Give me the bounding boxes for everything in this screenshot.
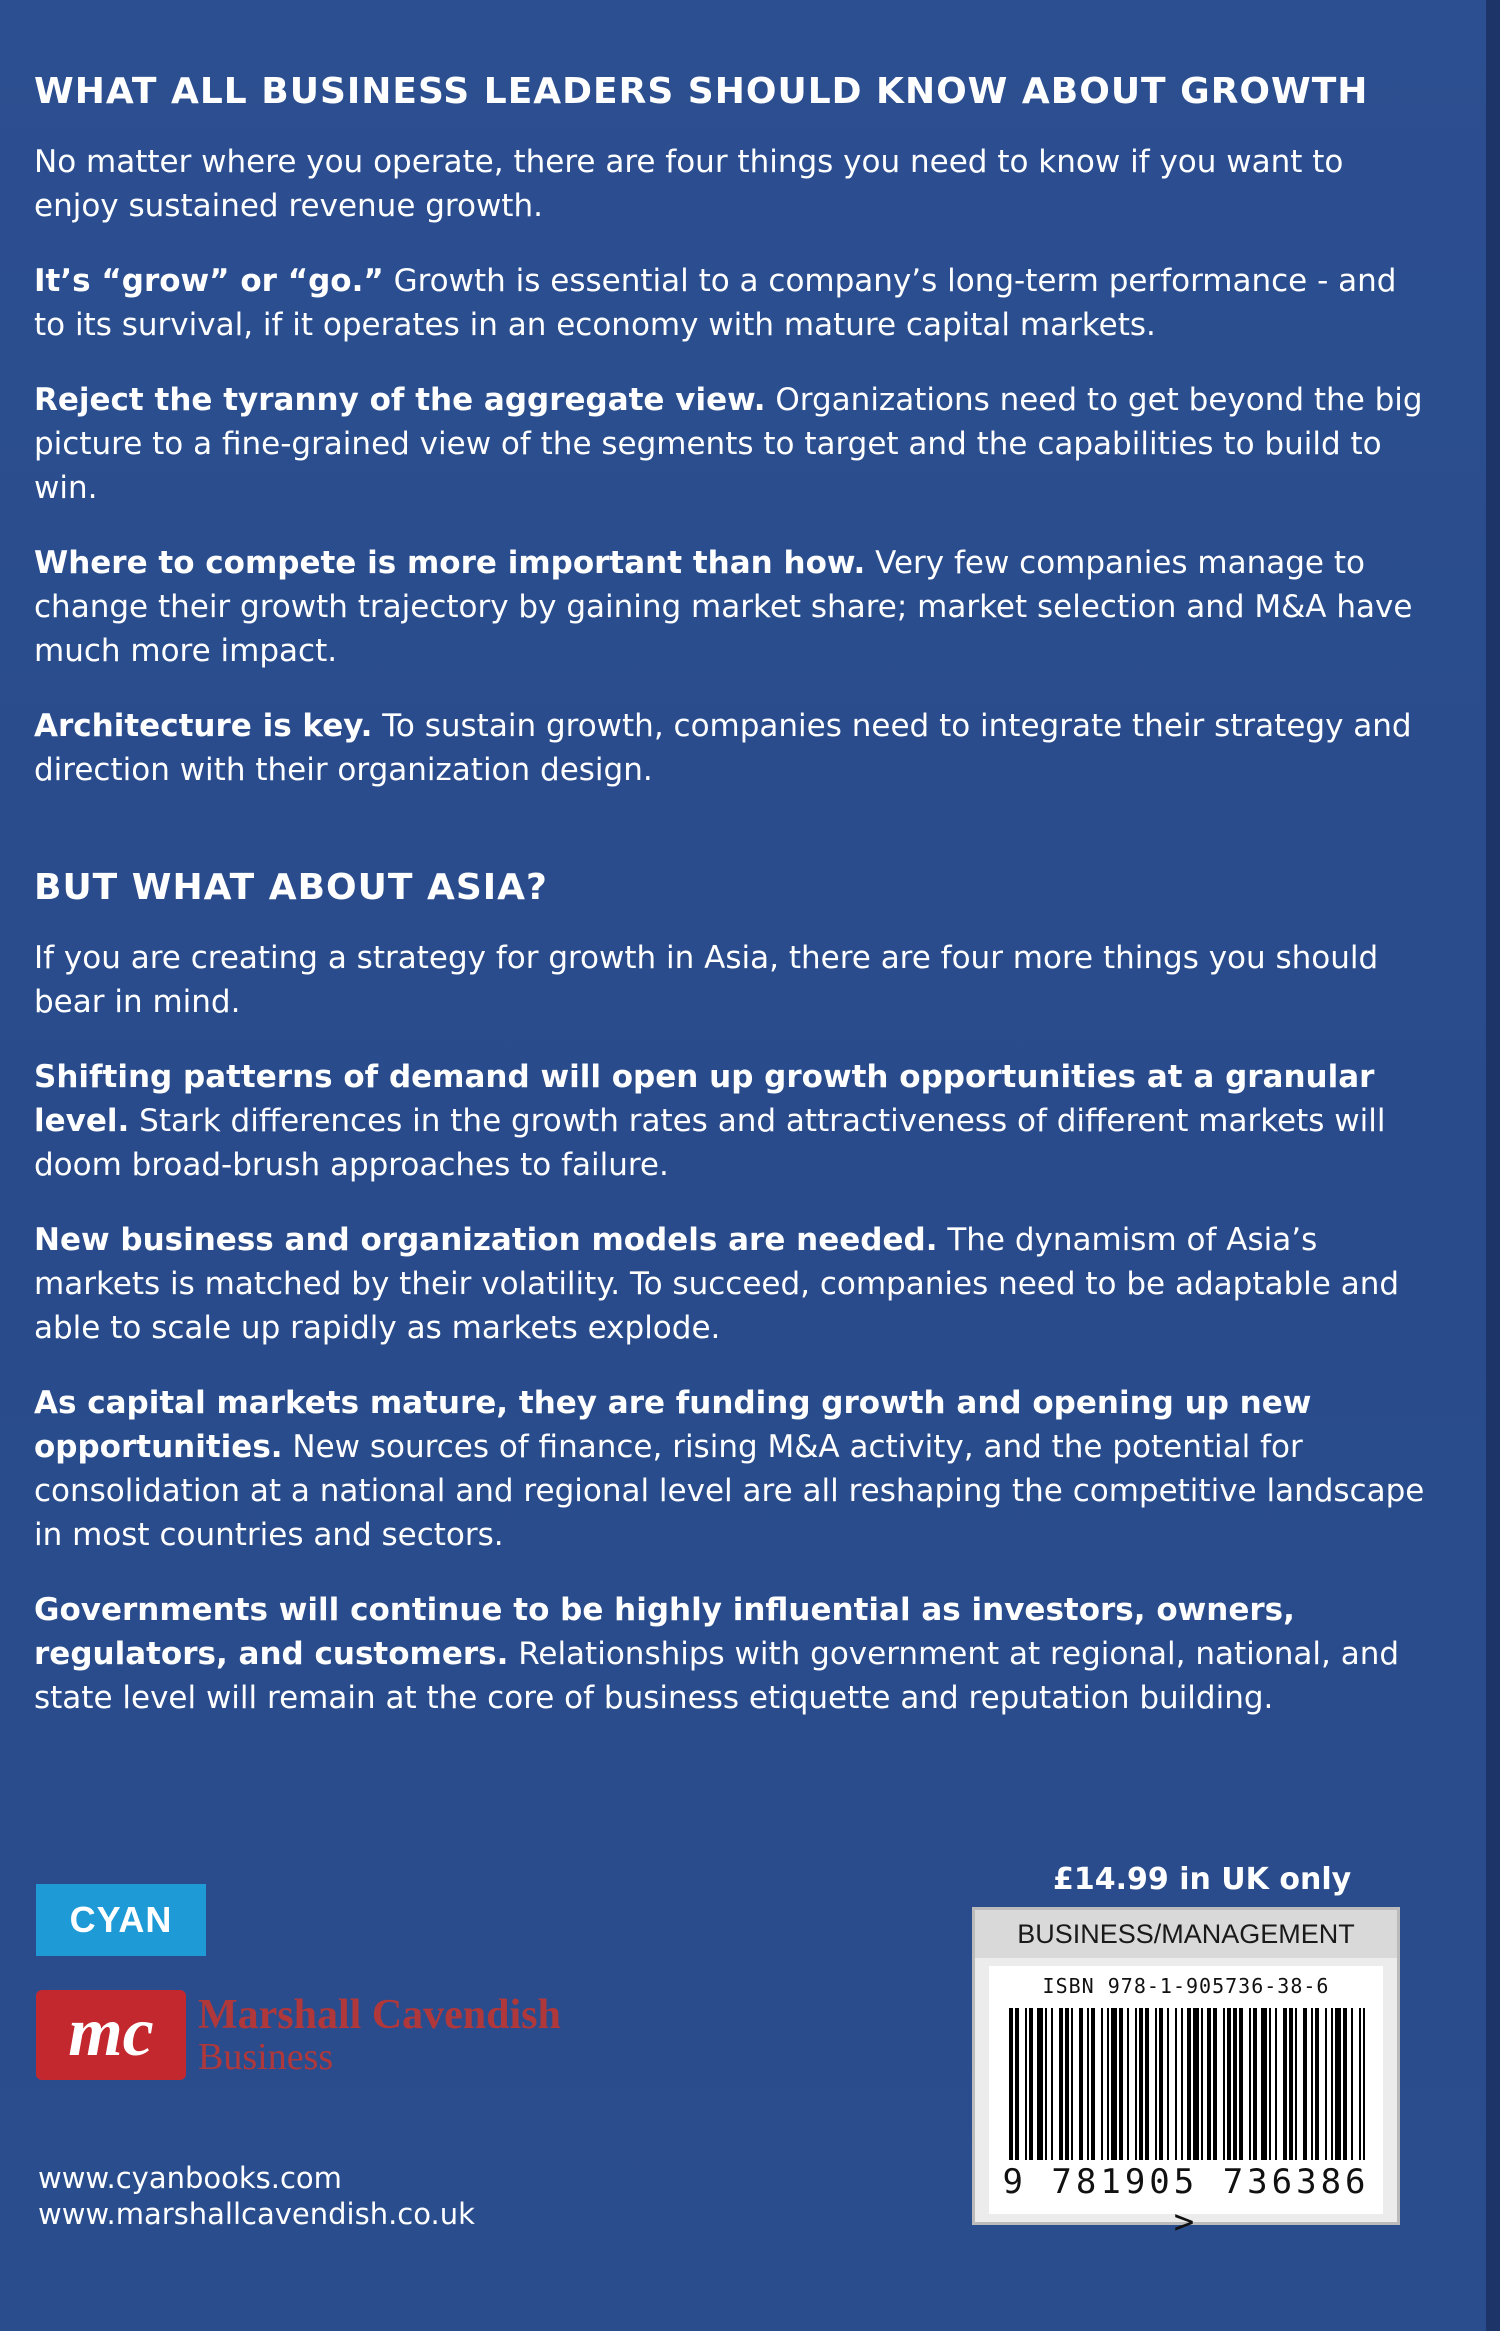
isbn-text: ISBN 978-1-905736-38-6 xyxy=(1042,1974,1330,1998)
point-text: New sources of finance, rising M&A activity, and the potential for consolidation at a national and regional level are all reshaping the competitive landscape in most countries and sectors. xyxy=(34,1429,1425,1553)
section2-point xyxy=(34,1588,1434,1720)
section1-intro: No matter where you operate, there are four things you need to know if you want to enjoy sustained revenue growth. xyxy=(34,144,1344,224)
point-title: Governments will continue to be highly influential as investors, owners, regulators, and customers. xyxy=(34,1592,1295,1672)
point-text: Stark differences in the growth rates and attractiveness of different markets will doom broad-brush approaches to failure. xyxy=(34,1103,1386,1183)
url-marshallcavendish: www.marshallcavendish.co.uk xyxy=(38,2197,475,2231)
mc-sub: Business xyxy=(198,2036,334,2078)
point-title: Shifting patterns of demand will open up growth opportunities at a granular level. xyxy=(34,1059,1375,1139)
section1-heading: WHAT ALL BUSINESS LEADERS SHOULD KNOW ABOUT GROWTH xyxy=(34,71,1369,112)
section2-heading: BUT WHAT ABOUT ASIA? xyxy=(34,867,548,908)
url-cyanbooks: www.cyanbooks.com xyxy=(38,2161,342,2195)
point-text: Relationships with government at regional, national, and state level will remain at the core of business etiquette and reputation building. xyxy=(34,1636,1400,1716)
point-title: Architecture is key. xyxy=(34,708,373,744)
point-text: To sustain growth, companies need to integrate their strategy and direction with their organization design. xyxy=(34,708,1412,788)
cyan-logo: CYAN xyxy=(36,1884,206,1956)
section1-point xyxy=(34,378,1434,510)
barcode-panel xyxy=(989,1966,1383,2242)
barcode-label xyxy=(972,1907,1400,2242)
section2-intro: If you are creating a strategy for growth in Asia, there are four more things you should bear in mind. xyxy=(34,940,1379,1020)
mc-name: Marshall Cavendish xyxy=(198,1992,561,2038)
section1-point xyxy=(34,541,1434,673)
point-title: Where to compete is more important than how. xyxy=(34,545,866,581)
blurb-content xyxy=(34,70,1434,1751)
barcode-bars-icon xyxy=(1009,2008,1365,2160)
point-text: The dynamism of Asia’s markets is matched by their volatility. To succeed, companies need to be adaptable and able to scale up rapidly as markets explode. xyxy=(34,1222,1400,1346)
section1-point xyxy=(34,259,1434,347)
point-title: New business and organization models are needed. xyxy=(34,1222,938,1258)
section2-point xyxy=(34,1055,1434,1187)
section1-point xyxy=(34,704,1434,792)
point-text: Growth is essential to a company’s long-term performance - and to its survival, if it operates in an economy with mature capital markets. xyxy=(34,263,1397,343)
category-label: BUSINESS/MANAGEMENT xyxy=(975,1910,1397,1958)
mc-badge-icon: mc xyxy=(36,1990,186,2080)
point-title: Reject the tyranny of the aggregate view. xyxy=(34,382,766,418)
point-text: Very few companies manage to change their growth trajectory by gaining market share; market selection and M&A have much more impact. xyxy=(34,545,1413,669)
section2-point xyxy=(34,1381,1434,1557)
price-label: £14.99 in UK only xyxy=(1053,1862,1352,1897)
barcode-digits: 9 781905 736386 > xyxy=(1002,2162,1370,2242)
section2-point xyxy=(34,1218,1434,1350)
marshall-cavendish-logo xyxy=(36,1990,586,2080)
cover-edge xyxy=(1486,0,1500,2331)
point-text: Organizations need to get beyond the big picture to a fine-grained view of the segments to target and the capabilities to build to win. xyxy=(34,382,1423,506)
asia-section xyxy=(34,866,1434,1720)
point-title: As capital markets mature, they are funding growth and opening up new opportunities. xyxy=(34,1385,1312,1465)
point-title: It’s “grow” or “go.” xyxy=(34,263,384,299)
